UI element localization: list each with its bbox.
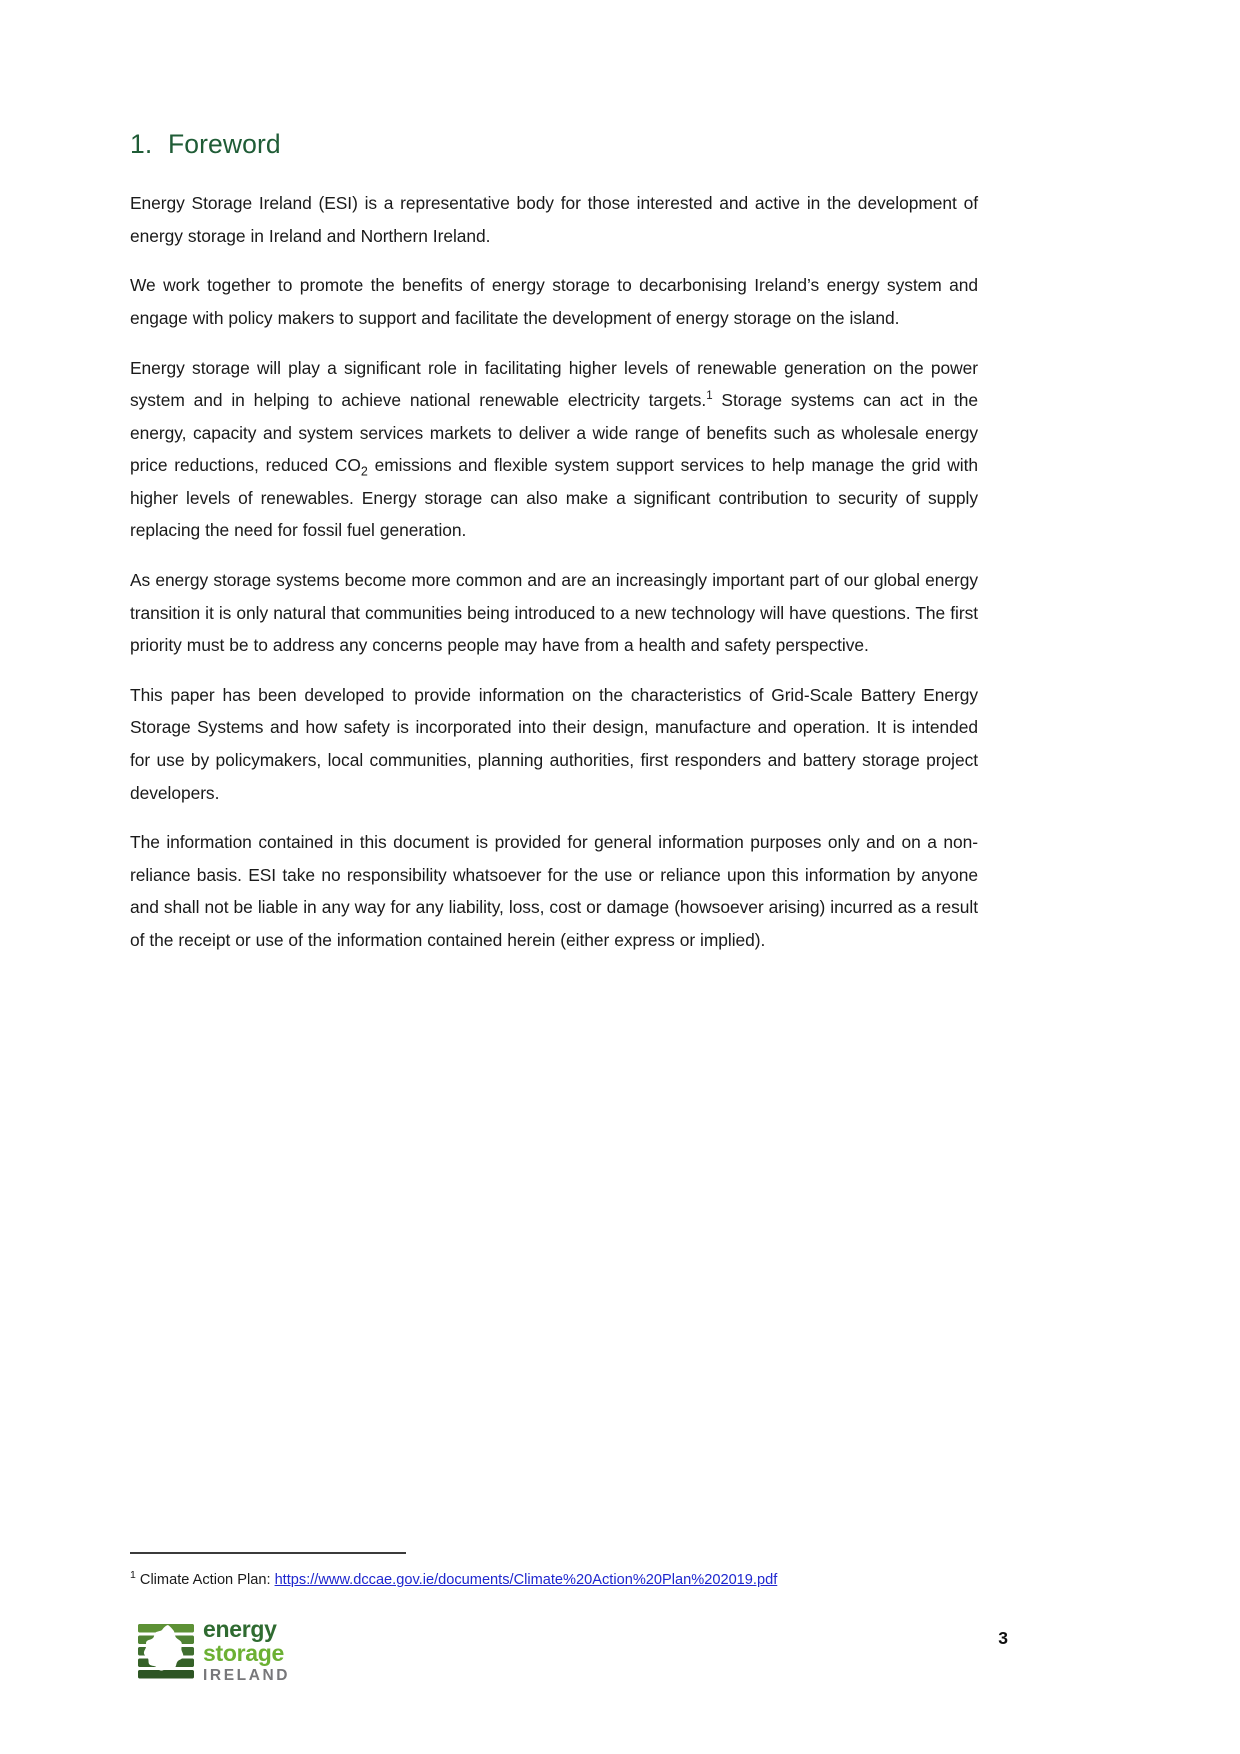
page-title: [130, 128, 978, 161]
page-content: [130, 128, 978, 957]
footnote-label: Climate Action Plan:: [135, 1572, 275, 1588]
paragraph-3-part-c: emissions and flexible system support services to help manage the grid with higher levels of renewables. Energy storage can also make a significant contribution to security of supply replacing the need for fossil fuel generation.: [130, 455, 978, 541]
footnote-separator-rule: [130, 1552, 406, 1554]
paragraph-3: [130, 352, 978, 548]
logo-wordmark: [203, 1618, 290, 1684]
footnote-area: [130, 1552, 978, 1590]
esi-logo: [138, 1618, 290, 1684]
paragraph-5: This paper has been developed to provide information on the characteristics of Grid-Scale Battery Energy Storage Systems and how safety is incorporated into their design, manufacture and operation. It is intended for use by policymakers, local communities, planning authorities, first responders and battery storage project developers.: [130, 684, 978, 803]
paragraph-6: The information contained in this document is provided for general information purposes only and on a non-reliance basis. ESI take no responsibility whatsoever for the use or reliance upon this information by anyone and shall not be liable in any way for any liability, loss, cost or damage (howsoever arising) incurred as a result of the receipt or use of the information contained herein (either express or implied).: [130, 832, 978, 950]
co2-subscript: 2: [360, 464, 368, 479]
section-number: 1.: [130, 129, 153, 159]
section-title-text: Foreword: [168, 129, 281, 159]
page-number: 3: [998, 1628, 1008, 1648]
logo-line-storage: storage: [203, 1640, 284, 1666]
footnote-reference-1[interactable]: 1: [706, 390, 713, 403]
paragraph-4: As energy storage systems become more common and are an increasingly important part of our global energy transition it is only natural that communities being introduced to a new technology will have questions. The first priority must be to address any concerns people may have from a health and safety perspective.: [130, 570, 978, 656]
logo-line-energy: energy: [203, 1616, 277, 1642]
footnote-link[interactable]: https://www.dccae.gov.ie/documents/Climate%20Action%20Plan%202019.pdf: [274, 1572, 778, 1588]
paragraph-3-part-a: Energy storage will play a significant role in facilitating higher levels of renewable generation on the power system and in helping to achieve national renewable electricity targets.: [130, 357, 978, 411]
footnote-marker: 1: [130, 1569, 136, 1582]
logo-line-ireland: IRELAND: [203, 1667, 291, 1684]
paragraph-1: Energy Storage Ireland (ESI) is a representative body for those interested and active in the development of energy storage in Ireland and Northern Ireland.: [130, 193, 978, 246]
paragraph-2: We work together to promote the benefits of energy storage to decarbonising Ireland’s energy system and engage with policy makers to support and facilitate the development of energy storage on the island.: [130, 275, 978, 328]
energy-storage-ireland-mark-icon: [138, 1622, 194, 1680]
footnote-1: [130, 1570, 978, 1590]
paragraph-3-part-b: Storage systems can act in the energy, capacity and system services markets to deliver a wide range of benefits such as wholesale energy price reductions, reduced CO: [130, 390, 978, 476]
